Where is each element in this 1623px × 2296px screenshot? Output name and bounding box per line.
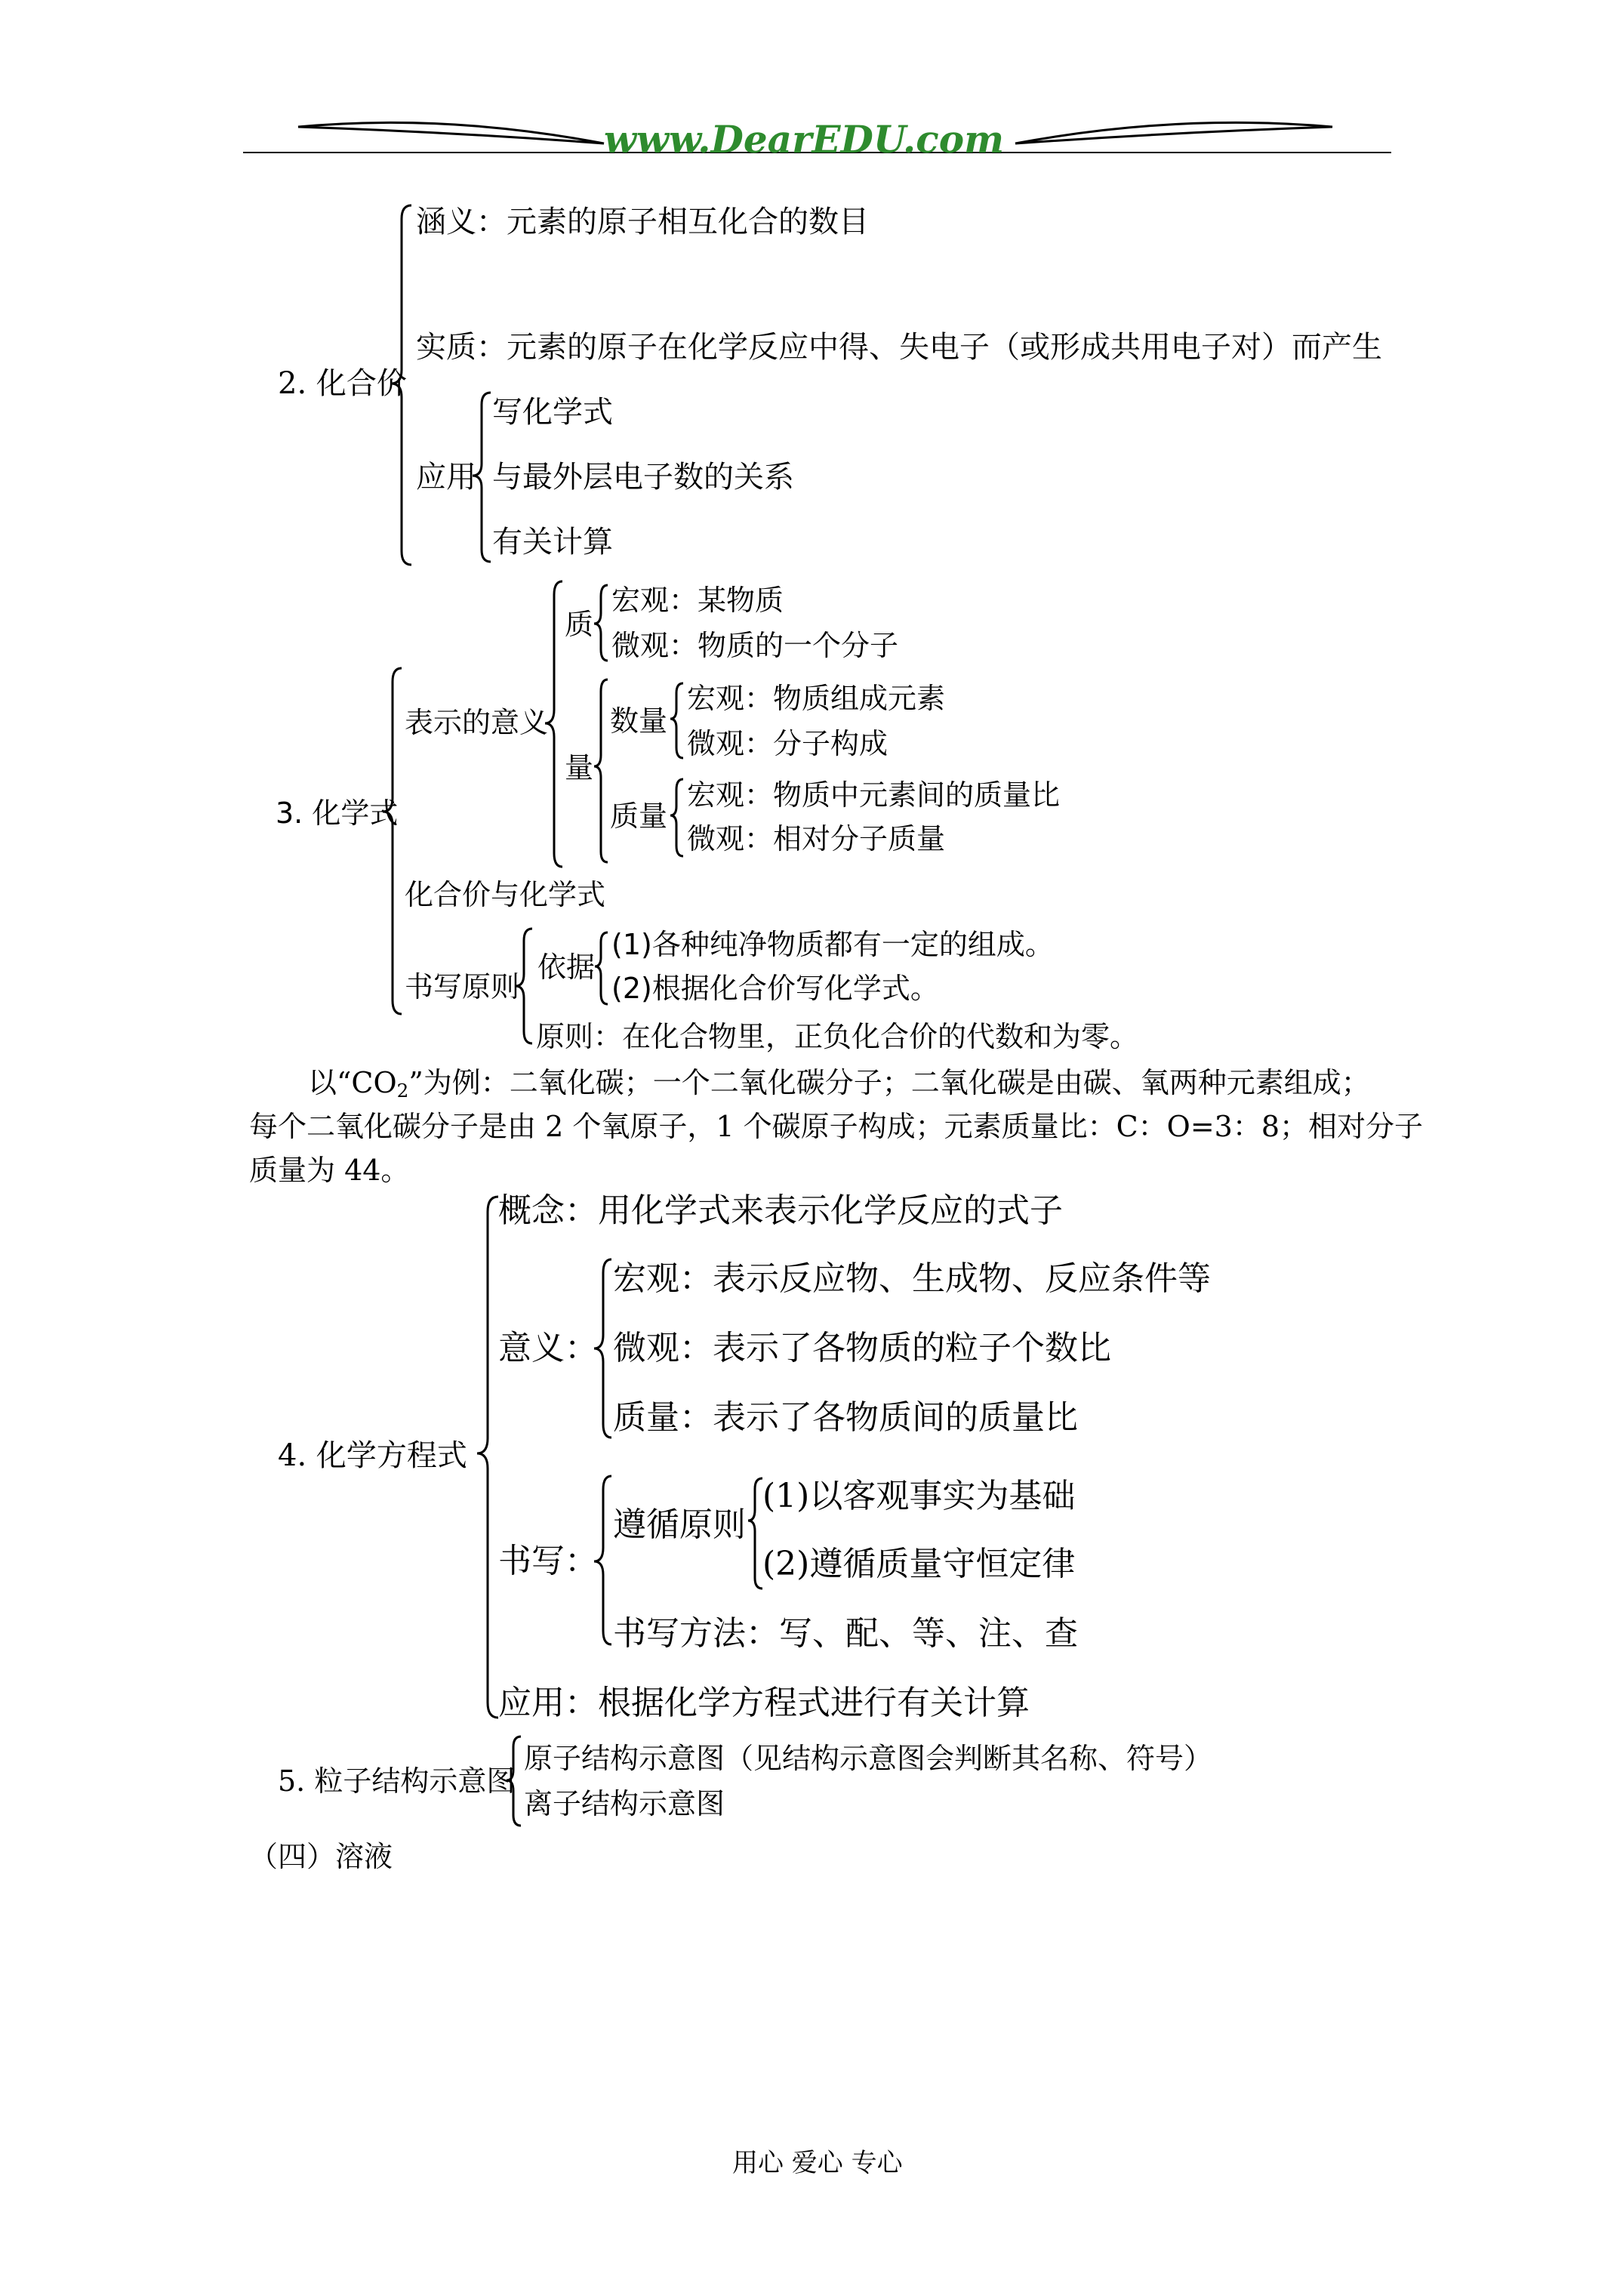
section-title: 3. 化学式: [276, 797, 399, 830]
outline-item: 概念：用化学式来表示化学反应的式子: [498, 1191, 1063, 1230]
outline-item: 微观：相对分子质量: [687, 822, 946, 855]
outline-item: 微观：表示了各物质的粒子个数比: [613, 1329, 1111, 1367]
page-footer: 用心 爱心 专心: [732, 2148, 903, 2178]
brace-s4-follow: [748, 1478, 762, 1589]
brace-s3-num: [670, 683, 683, 758]
outline-label: 质量: [610, 800, 668, 833]
outline-item: 原则：在化合物里，正负化合价的代数和为零。: [536, 1020, 1139, 1053]
outline-item: 书写方法：写、配、等、注、查: [613, 1614, 1078, 1653]
outline-item: 与最外层电子数的关系: [492, 460, 794, 495]
outline-label: 应用: [416, 460, 476, 495]
outline-item: 实质：元素的原子在化学反应中得、失电子（或形成共用电子对）而产生: [416, 330, 1382, 365]
outline-label: 量: [565, 751, 594, 784]
outline-label: 书写原则: [405, 970, 520, 1003]
brace-s3-quant: [594, 680, 608, 862]
outline-item: 写化学式: [492, 395, 613, 430]
outline-item: 宏观：表示反应物、生成物、反应条件等: [613, 1259, 1211, 1298]
outline-item: (2)根据化合价写化学式。: [611, 972, 939, 1005]
outline-item: (1)各种纯净物质都有一定的组成。: [611, 928, 1054, 961]
outline-item: 化合价与化学式: [405, 878, 606, 911]
outline-label: 意义：: [498, 1329, 598, 1367]
section-title: 5. 粒子结构示意图: [278, 1764, 516, 1798]
outline-item: (1)以客观事实为基础: [762, 1477, 1076, 1515]
outline-item: 原子结构示意图（见结构示意图会判断其名称、符号）: [524, 1742, 1213, 1775]
paragraph-line: 质量为 44。: [249, 1154, 410, 1187]
brace-s4: [477, 1197, 498, 1718]
outline-item: 有关计算: [492, 525, 613, 559]
outline-item: (2)遵循质量守恒定律: [762, 1545, 1076, 1583]
outline-label: 依据: [537, 951, 596, 984]
outline-item: 宏观：某物质: [611, 584, 784, 617]
outline-item: 应用：根据化学方程式进行有关计算: [498, 1684, 1030, 1722]
brand-logo-text: www.DearEDU.com: [604, 117, 1005, 162]
section-heading-next: （四）溶液: [249, 1840, 393, 1873]
outline-item: 涵义：元素的原子相互化合的数目: [416, 205, 869, 239]
outline-item: 宏观：物质中元素间的质量比: [687, 778, 1061, 812]
outline-item: 微观：分子构成: [687, 727, 888, 760]
section-title: 2. 化合价: [278, 366, 407, 401]
brace-s3: [383, 668, 402, 1014]
outline-item: 宏观：物质组成元素: [687, 682, 946, 715]
outline-item: 离子结构示意图: [524, 1787, 725, 1820]
outline-label: 遵循原则: [613, 1505, 746, 1544]
outline-item: 质量：表示了各物质间的质量比: [613, 1398, 1078, 1437]
outline-label: 数量: [610, 704, 668, 738]
paragraph-line: 以“$CO_2$”为例：二氧化碳；一个二氧化碳分子；二氧化碳是由碳、氧两种元素组成；: [308, 1066, 1370, 1102]
outline-item: 微观：物质的一个分子: [611, 629, 899, 662]
brace-s3-basis: [595, 932, 608, 1004]
brace-s3-mass: [670, 779, 683, 856]
outline-label: 质: [565, 608, 594, 641]
outline-label: 表示的意义: [405, 706, 549, 739]
paragraph-line: 每个二氧化碳分子是由 2 个氧原子，1 个碳原子构成；元素质量比：C：O=3：8；相对分子: [249, 1110, 1424, 1143]
brace-s3-qual: [594, 585, 608, 661]
outline-label: 书写：: [498, 1542, 598, 1580]
section-title: 4. 化学方程式: [278, 1438, 467, 1473]
